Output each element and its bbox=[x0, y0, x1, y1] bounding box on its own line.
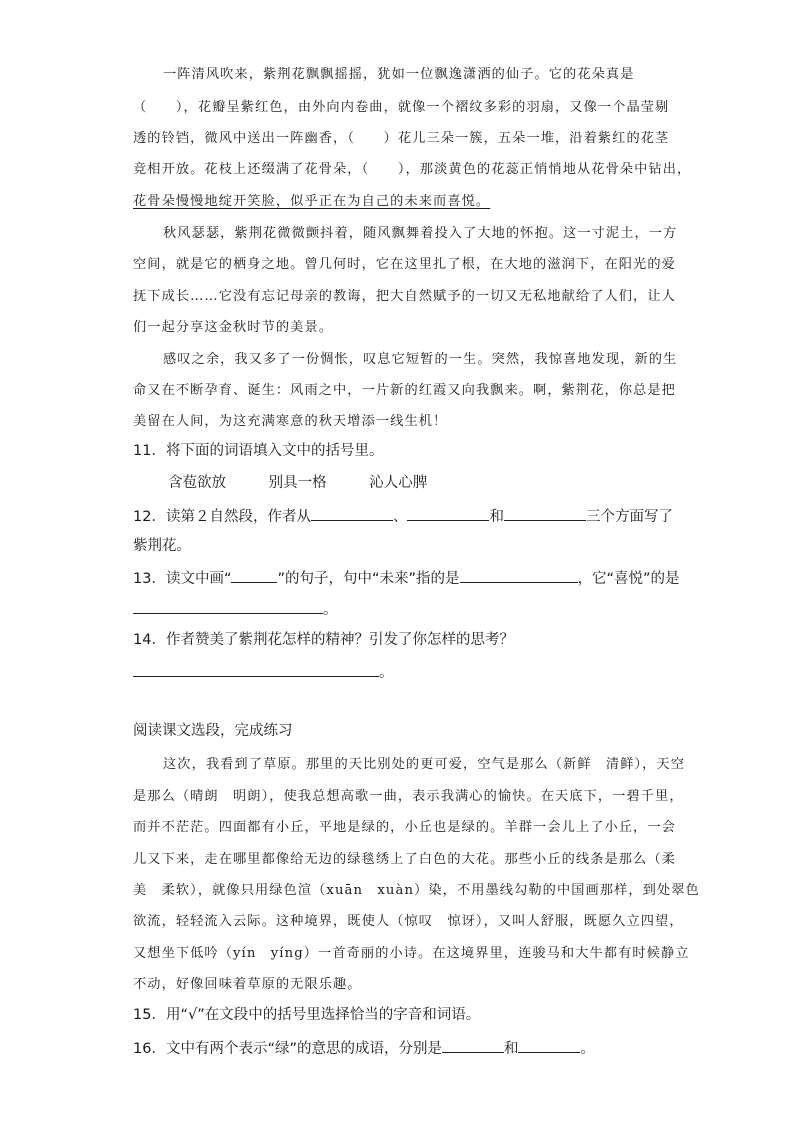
question-text: 。 bbox=[379, 665, 394, 681]
passage-line: 美 柔软），就像只用绿色渲（xuān xuàn）染，不用墨线勾勒的中国画那样，到处翠色 bbox=[133, 883, 700, 898]
question-text: 。 bbox=[323, 602, 338, 618]
question-14-answer-line bbox=[133, 661, 394, 683]
passage-line: 欲流，轻轻流入云际。这种境界，既使人（惊叹 惊讶），又叫人舒服，既愿久立四望， bbox=[133, 914, 684, 929]
question-text: ，它“喜悦”的是 bbox=[577, 571, 680, 587]
answer-blank[interactable] bbox=[504, 505, 586, 521]
passage-line: 不动，好像回味着草原的无限乐趣。 bbox=[133, 977, 362, 992]
question-13 bbox=[133, 567, 680, 589]
passage-line: 命又在不断孕育、诞生：风雨之中，一片新的红霞又向我飘来。啊，紫荆花，你总是把 bbox=[133, 383, 676, 398]
question-16 bbox=[133, 1037, 595, 1059]
answer-blank[interactable] bbox=[518, 1037, 580, 1053]
question-text: 和 bbox=[503, 1041, 519, 1057]
underlined-sentence: 花骨朵慢慢地绽开笑脸，似乎正在为自己的未来而喜悦。 bbox=[133, 194, 491, 209]
question-text: 13．读文中画“ bbox=[133, 571, 232, 587]
passage-line: 美留在人间，为这充满寒意的秋天增添一线生机！ bbox=[133, 414, 448, 429]
passage-line: 感叹之余，我又多了一份惆怅，叹息它短暂的一生。突然，我惊喜地发现，新的生 bbox=[163, 352, 678, 367]
question-text: 。 bbox=[580, 1041, 595, 1057]
question-13-continued bbox=[133, 598, 338, 620]
answer-blank[interactable] bbox=[133, 661, 379, 677]
question-12-continued: 紫荆花。 bbox=[133, 538, 191, 554]
passage-line: （ ），花瓣呈紫红色，由外向内卷曲，就像一个褶纹多彩的羽扇，又像一个晶莹剔 bbox=[133, 100, 670, 115]
question-text: ”的句子，句中“未来”指的是 bbox=[277, 571, 460, 587]
passage-line: 透的铃铛，微风中送出一阵幽香，（ ）花儿三朵一簇，五朵一堆，沿着紫红的花茎 bbox=[133, 131, 670, 146]
answer-blank[interactable] bbox=[407, 505, 489, 521]
word-bank-item: 沁人心脾 bbox=[369, 475, 428, 491]
word-bank bbox=[168, 473, 465, 493]
underline-marker bbox=[231, 567, 277, 583]
question-11: 11．将下面的词语填入文中的括号里。 bbox=[133, 443, 384, 459]
answer-blank[interactable] bbox=[442, 1037, 504, 1053]
question-12 bbox=[133, 505, 673, 527]
question-15: 15．用“√”在文段中的括号里选择恰当的字音和词语。 bbox=[133, 1007, 481, 1023]
answer-blank[interactable] bbox=[133, 598, 323, 614]
passage-line: 抚下成长……它没有忘记母亲的教诲，把大自然赋予的一切又无私地献给了人们，让人 bbox=[133, 289, 676, 304]
passage-line-underlined bbox=[133, 193, 673, 211]
answer-blank[interactable] bbox=[460, 567, 578, 583]
passage-line: 儿又下来，走在哪里都像给无边的绿毯绣上了白色的大花。那些小丘的线条是那么（柔 bbox=[133, 852, 676, 867]
word-bank-item: 别具一格 bbox=[268, 475, 327, 491]
passage-line: 秋风瑟瑟，紫荆花微微颤抖着，随风飘舞着投入了大地的怀抱。这一寸泥土，一方 bbox=[163, 226, 678, 241]
question-text: 和 bbox=[489, 509, 504, 525]
passage-line: 又想坐下低吟（yín yíng）一首奇丽的小诗。在这境界里，连骏马和大牛都有时候静立 bbox=[133, 946, 690, 961]
passage-line: 而并不茫茫。四面都有小丘，平地是绿的，小丘也是绿的。羊群一会儿上了小丘，一会 bbox=[133, 820, 676, 835]
passage-line: 是那么（晴朗 明朗），使我总想高歌一曲，表示我满心的愉快。在天底下，一碧千里， bbox=[133, 789, 684, 804]
passage-line: 竞相开放。花枝上还缀满了花骨朵，（ ），那淡黄色的花蕊正悄悄地从花骨朵中钻出， bbox=[133, 162, 692, 177]
passage-line: 一阵清风吹来，紫荆花飘飘摇摇，犹如一位飘逸潇洒的仙子。它的花朵真是 bbox=[163, 67, 635, 82]
answer-blank[interactable] bbox=[311, 505, 393, 521]
passage-line: 这次，我看到了草原。那里的天比别处的更可爱，空气是那么（新鲜 清鲜），天空 bbox=[163, 757, 686, 772]
question-14: 14．作者赞美了紫荆花怎样的精神？引发了你怎样的思考？ bbox=[133, 632, 514, 648]
question-text: 16．文中有两个表示“绿”的意思的成语，分别是 bbox=[133, 1041, 442, 1057]
word-bank-item: 含苞欲放 bbox=[168, 475, 226, 491]
question-text: 12．读第２自然段，作者从 bbox=[133, 509, 311, 525]
question-text: 三个方面写了 bbox=[585, 509, 673, 525]
passage-line: 们一起分享这金秋时节的美景。 bbox=[133, 320, 334, 335]
passage-line: 空间，就是它的栖身之地。曾几何时，它在这里扎了根，在大地的滋润下，在阳光的爱 bbox=[133, 257, 676, 272]
section-heading: 阅读课文选段，完成练习 bbox=[133, 723, 293, 739]
question-text: 、 bbox=[392, 509, 408, 525]
